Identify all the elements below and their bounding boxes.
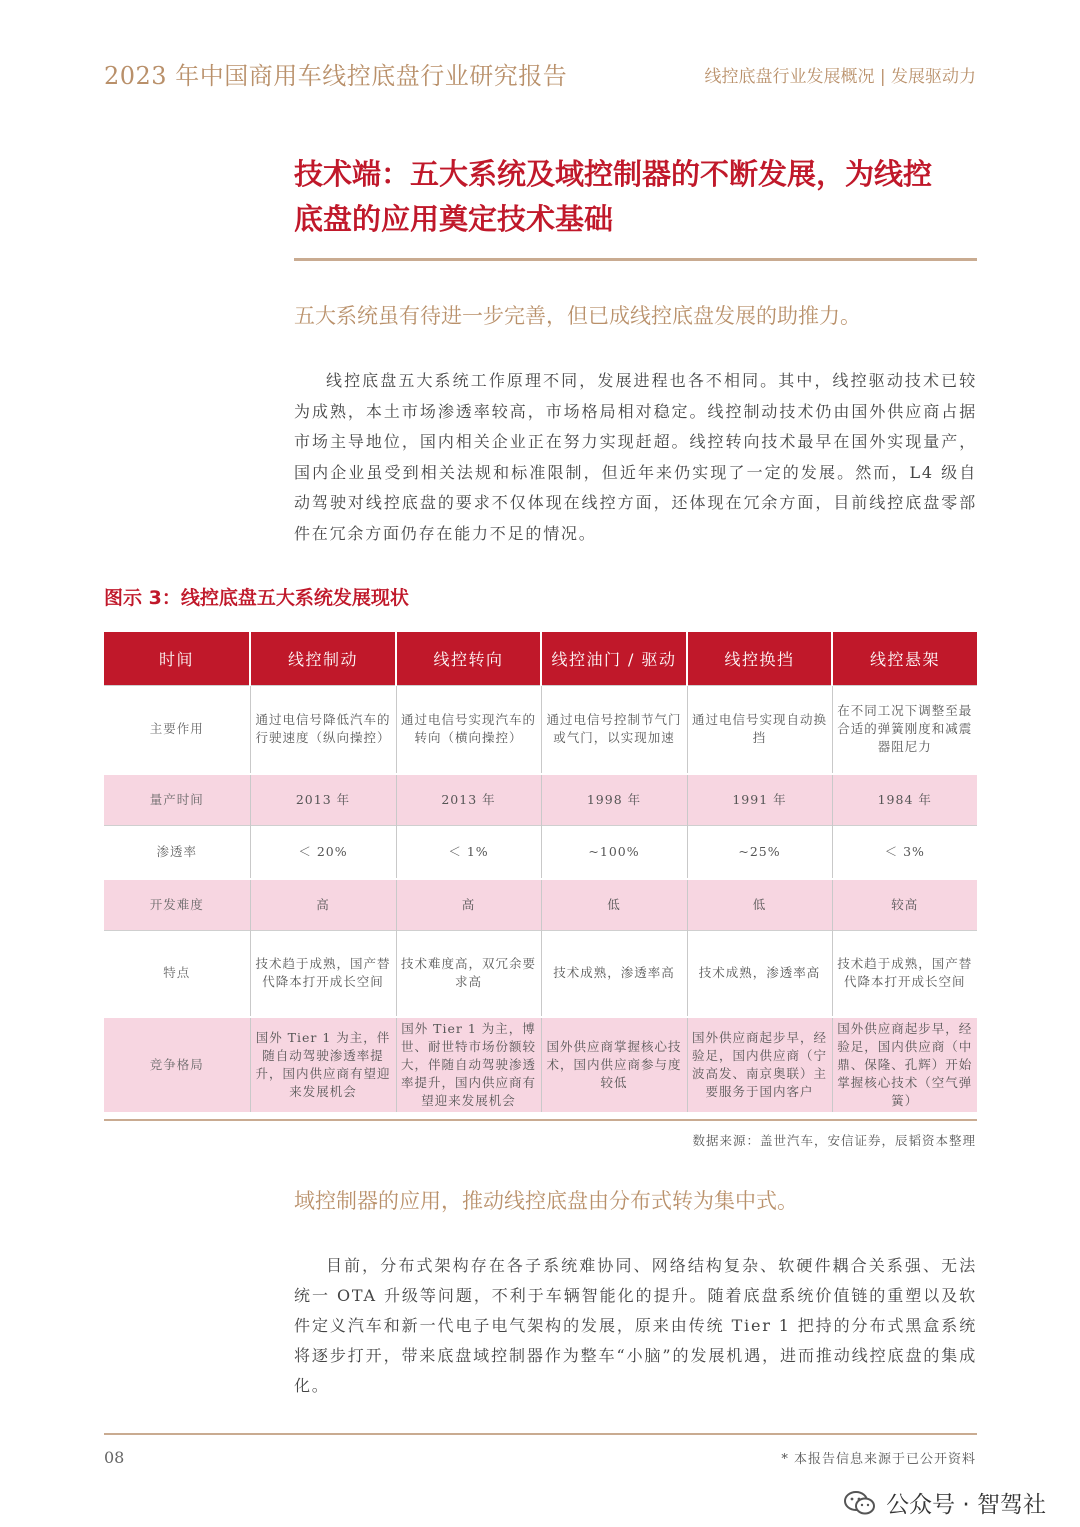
figure-title: 图示 3：线控底盘五大系统发展现状 xyxy=(104,587,409,609)
table-cell: 通过电信号控制节气门或气门，以实现加速 xyxy=(541,686,687,774)
table-row xyxy=(104,826,977,879)
row-label: 量产时间 xyxy=(104,774,250,826)
table-cell: 国外供应商掌握核心技术，国内供应商参与度较低 xyxy=(541,1017,687,1112)
section-title-line2: 底盘的应用奠定技术基础 xyxy=(294,202,614,236)
table-cell: 技术趋于成熟，国产替代降本打开成长空间 xyxy=(832,931,977,1017)
table-cell: 国外 Tier 1 为主，博世、耐世特市场份额较大，伴随自动驾驶渗透率提升，国内供应商有望迎来发展机会 xyxy=(396,1017,541,1112)
wechat-badge xyxy=(844,1486,1046,1519)
table-cell: ＜ 3% xyxy=(832,826,977,879)
systems-table xyxy=(104,632,977,1112)
table-cell: 高 xyxy=(396,879,541,931)
table-cell: 通过电信号实现自动换挡 xyxy=(687,686,832,774)
footer-divider xyxy=(104,1433,977,1435)
section-title xyxy=(294,152,984,242)
paragraph-1: 线控底盘五大系统工作原理不同，发展进程也各不相同。其中，线控驱动技术已较为成熟，本土市场渗透率较高，市场格局相对稳定。线控制动技术仍由国外供应商占据市场主导地位，国内相关企业正在努力实现赶超。线控转向技术最早在国外实现量产，国内企业虽受到相关法规和标准限制，但近年来仍实现了一定的发展。然而，L4 级自动驾驶对线控底盘的要求不仅体现在线控方面，还体现在冗余方面，目前线控底盘零部件在冗余方面仍存在能力不足的情况。 xyxy=(294,371,977,543)
table-cell: 通过电信号降低汽车的行驶速度（纵向操控） xyxy=(250,686,396,774)
table-header: 线控悬架 xyxy=(832,632,977,686)
table-cell: ＜ 20% xyxy=(250,826,396,879)
table-cell: ＜ 1% xyxy=(396,826,541,879)
row-label: 特点 xyxy=(104,931,250,1017)
table-cell: 较高 xyxy=(832,879,977,931)
footnote: * 本报告信息来源于已公开资料 xyxy=(781,1452,976,1467)
table-cell: 1998 年 xyxy=(541,774,687,826)
table-row xyxy=(104,1017,977,1112)
table-cell: ~25% xyxy=(687,826,832,879)
wechat-icon xyxy=(844,1491,876,1515)
table-row xyxy=(104,774,977,826)
table-header: 线控油门 / 驱动 xyxy=(541,632,687,686)
wechat-label: 公众号 · 智驾社 xyxy=(886,1492,1046,1518)
report-title: 2023 年中国商用车线控底盘行业研究报告 xyxy=(104,62,568,90)
row-label: 主要作用 xyxy=(104,686,250,774)
table-cell: 技术趋于成熟，国产替代降本打开成长空间 xyxy=(250,931,396,1017)
table-cell: 1991 年 xyxy=(687,774,832,826)
table-header: 线控制动 xyxy=(250,632,396,686)
table-header-row xyxy=(104,632,977,686)
table-header: 时间 xyxy=(104,632,250,686)
table-row xyxy=(104,931,977,1017)
section-title-line1: 技术端：五大系统及域控制器的不断发展，为线控 xyxy=(294,157,933,191)
table-cell: 国外供应商起步早，经验足，国内供应商（宁波高发、南京奥联）主要服务于国内客户 xyxy=(687,1017,832,1112)
subheading-2: 域控制器的应用，推动线控底盘由分布式转为集中式。 xyxy=(294,1189,798,1213)
row-label: 开发难度 xyxy=(104,879,250,931)
table-cell: 技术成熟，渗透率高 xyxy=(541,931,687,1017)
table-cell: 高 xyxy=(250,879,396,931)
page-number: 08 xyxy=(104,1448,125,1467)
table-cell: 低 xyxy=(687,879,832,931)
table-cell: 技术难度高，双冗余要求高 xyxy=(396,931,541,1017)
table-header: 线控换挡 xyxy=(687,632,832,686)
table-divider xyxy=(104,1119,977,1121)
table-cell: 低 xyxy=(541,879,687,931)
table-header: 线控转向 xyxy=(396,632,541,686)
row-label: 竞争格局 xyxy=(104,1017,250,1112)
table-cell: 在不同工况下调整至最合适的弹簧刚度和减震器阻尼力 xyxy=(832,686,977,774)
subheading-1: 五大系统虽有待进一步完善，但已成线控底盘发展的助推力。 xyxy=(294,304,861,328)
table-cell: 技术成熟，渗透率高 xyxy=(687,931,832,1017)
table-row xyxy=(104,879,977,931)
data-source: 数据来源：盖世汽车，安信证券，辰韬资本整理 xyxy=(692,1133,976,1148)
title-divider xyxy=(294,258,977,261)
table-cell: 国外供应商起步早，经验足，国内供应商（中鼎、保隆、孔辉）开始掌握核心技术（空气弹簧） xyxy=(832,1017,977,1112)
table-cell: 2013 年 xyxy=(396,774,541,826)
table-cell: 2013 年 xyxy=(250,774,396,826)
table-cell: 国外 Tier 1 为主，伴随自动驾驶渗透率提升，国内供应商有望迎来发展机会 xyxy=(250,1017,396,1112)
table-row xyxy=(104,686,977,774)
row-label: 渗透率 xyxy=(104,826,250,879)
paragraph-2: 目前，分布式架构存在各子系统难协同、网络结构复杂、软硬件耦合关系强、无法统一 OTA 升级等问题，不利于车辆智能化的提升。随着底盘系统价值链的重塑以及软件定义汽车和新一代电子电气架构的发展，原来由传统 Tier 1 把持的分布式黑盒系统将逐步打开，带来底盘域控制器作为整车“小脑”的发展机遇，进而推动线控底盘的集成化。 xyxy=(294,1256,977,1395)
table-cell: ~100% xyxy=(541,826,687,879)
table-cell: 1984 年 xyxy=(832,774,977,826)
table-cell: 通过电信号实现汽车的转向（横向操控） xyxy=(396,686,541,774)
section-path: 线控底盘行业发展概况 | 发展驱动力 xyxy=(704,67,976,87)
